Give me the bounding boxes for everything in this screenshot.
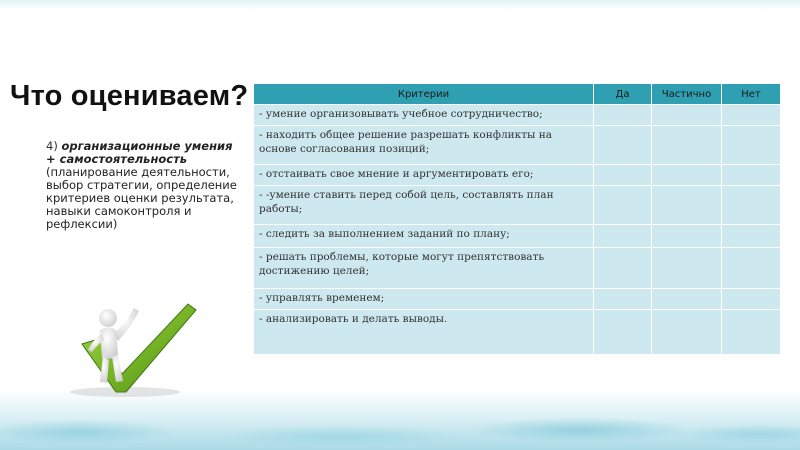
body-emphasis: организационные умения + самостоятельность [46, 139, 233, 166]
checkmark-illustration [30, 294, 228, 400]
criterion-cell: - анализировать и делать выводы. [254, 309, 594, 355]
table-row [254, 224, 781, 247]
table-row [254, 309, 781, 355]
criterion-cell: - управлять временем; [254, 288, 594, 309]
criterion-cell: - отстаивать свое мнение и аргументировать его; [254, 164, 594, 185]
partially-cell[interactable] [652, 247, 722, 288]
no-cell[interactable] [722, 164, 781, 185]
no-cell[interactable] [722, 288, 781, 309]
partially-cell[interactable] [652, 105, 722, 126]
criteria-table [253, 83, 781, 355]
table-row [254, 185, 781, 224]
table-header-row [254, 84, 781, 105]
table-row [254, 164, 781, 185]
header-yes: Да [594, 84, 652, 105]
criteria-table-container [253, 83, 781, 355]
criterion-cell: - -умение ставить перед собой цель, составлять план работы; [254, 185, 594, 224]
no-cell[interactable] [722, 185, 781, 224]
criterion-cell: - умение организовывать учебное сотрудничество; [254, 105, 594, 126]
table-row [254, 125, 781, 164]
watercolor-bottom-decoration [0, 390, 800, 450]
table-row [254, 288, 781, 309]
slide-title: Что оцениваем? [10, 80, 249, 112]
yes-cell[interactable] [594, 288, 652, 309]
partially-cell[interactable] [652, 224, 722, 247]
criterion-cell: - следить за выполнением заданий по плану; [254, 224, 594, 247]
header-criteria: Критерии [254, 84, 594, 105]
table-row [254, 105, 781, 126]
partially-cell[interactable] [652, 125, 722, 164]
yes-cell[interactable] [594, 185, 652, 224]
no-cell[interactable] [722, 309, 781, 355]
partially-cell[interactable] [652, 288, 722, 309]
header-partially: Частично [652, 84, 722, 105]
partially-cell[interactable] [652, 309, 722, 355]
yes-cell[interactable] [594, 224, 652, 247]
no-cell[interactable] [722, 224, 781, 247]
criterion-cell: - решать проблемы, которые могут препятствовать достижению целей; [254, 247, 594, 288]
partially-cell[interactable] [652, 185, 722, 224]
no-cell[interactable] [722, 125, 781, 164]
header-no: Нет [722, 84, 781, 105]
no-cell[interactable] [722, 105, 781, 126]
no-cell[interactable] [722, 247, 781, 288]
body-number: 4) [46, 139, 62, 153]
body-rest: (планирование деятельности, выбор стратегии, определение критериев оценки результата, навыки самоконтроля и рефлексии) [46, 165, 237, 231]
table-row [254, 247, 781, 288]
partially-cell[interactable] [652, 164, 722, 185]
yes-cell[interactable] [594, 309, 652, 355]
criterion-cell: - находить общее решение разрешать конфликты на основе согласования позиций; [254, 125, 594, 164]
yes-cell[interactable] [594, 247, 652, 288]
yes-cell[interactable] [594, 105, 652, 126]
yes-cell[interactable] [594, 125, 652, 164]
yes-cell[interactable] [594, 164, 652, 185]
slide-body-text [46, 140, 246, 231]
checkmark-with-3d-figure-icon [30, 294, 228, 400]
watercolor-top-decoration [0, 0, 800, 10]
